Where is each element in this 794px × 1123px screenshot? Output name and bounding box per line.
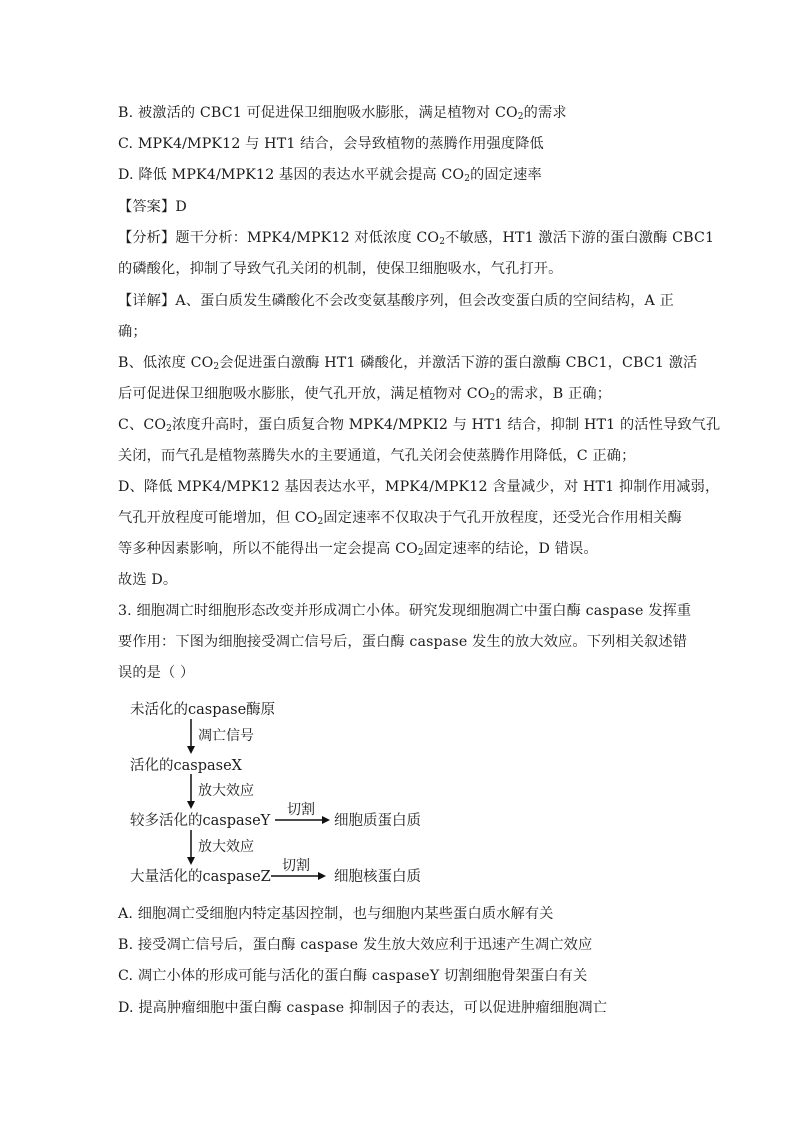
detail-c-line-1: C、$CO_2$浓度升高时，蛋白质复合物 MPK4/MPKI2 与 HT1 结合，抑制 HT1 的活性导致气孔 bbox=[118, 417, 721, 434]
prev-option-d: D. 降低 MPK4/MPK12 基因的表达水平就会提高 $CO_2$的固定速率 bbox=[118, 167, 542, 184]
detail-b-line-1: B、低浓度 $CO_2$会促进蛋白激酶 HT1 磷酸化，并激活下游的蛋白激酶 CBC1，CBC1 激活 bbox=[118, 355, 698, 372]
analysis-line-1: 【分析】题干分析：MPK4/MPK12 对低浓度 $CO_2$不敏感，HT1 激活下游的蛋白激酶 CBC1 bbox=[118, 230, 715, 247]
analysis-line-2: 的磷酸化，抑制了导致气孔关闭的机制，使保卫细胞吸水，气孔打开。 bbox=[118, 261, 563, 277]
label-cleave-1: 切割 bbox=[287, 802, 315, 818]
node-caspase-x: 活化的caspaseX bbox=[130, 758, 242, 774]
q3-option-a: A. 细胞凋亡受细胞内特定基因控制，也与细胞内某些蛋白质水解有关 bbox=[118, 906, 554, 922]
q3-option-b: B. 接受凋亡信号后，蛋白酶 caspase 发生放大效应利于迅速产生凋亡效应 bbox=[118, 937, 593, 953]
label-cleave-2: 切割 bbox=[282, 858, 310, 874]
label-amplification-2: 放大效应 bbox=[198, 839, 254, 855]
node-nuclear-protein: 细胞核蛋白质 bbox=[334, 869, 421, 885]
detail-c-line-2: 关闭，而气孔是植物蒸腾失水的主要通道，气孔关闭会使蒸腾作用降低，C 正确； bbox=[118, 448, 636, 464]
choose-answer: 故选 D。 bbox=[118, 572, 178, 588]
question-3-line-3: 误的是（ ） bbox=[118, 665, 195, 681]
node-caspase-z: 大量活化的caspaseZ bbox=[130, 869, 271, 885]
detail-d-line-1: D、降低 MPK4/MPK12 基因表达水平，MPK4/MPK12 含量减少，对 HT1 抑制作用减弱， bbox=[118, 479, 720, 495]
node-procaspase: 未活化的caspase酶原 bbox=[130, 702, 276, 718]
q3-option-d: D. 提高肿瘤细胞中蛋白酶 caspase 抑制因子的表达，可以促进肿瘤细胞凋亡 bbox=[118, 1000, 608, 1016]
node-cytoplasmic-protein: 细胞质蛋白质 bbox=[334, 813, 421, 829]
answer: 【答案】D bbox=[118, 199, 187, 215]
q3-option-c: C. 凋亡小体的形成可能与活化的蛋白酶 caspaseY 切割细胞骨架蛋白有关 bbox=[118, 968, 588, 984]
question-3-line-1: 3. 细胞凋亡时细胞形态改变并形成凋亡小体。研究发现细胞凋亡中蛋白酶 caspase 发挥重 bbox=[118, 603, 692, 619]
detail-b-line-2: 后可促进保卫细胞吸水膨胀，使气孔开放，满足植物对 $CO_2$的需求，B 正确； bbox=[118, 386, 612, 403]
label-apoptosis-signal: 凋亡信号 bbox=[198, 728, 254, 744]
detail-a-line-1: 【详解】A、蛋白质发生磷酸化不会改变氨基酸序列，但会改变蛋白质的空间结构，A 正 bbox=[118, 293, 674, 309]
detail-d-line-3: 等多种因素影响，所以不能得出一定会提高 $CO_2$固定速率的结论，D 错误。 bbox=[118, 541, 598, 558]
label-amplification-1: 放大效应 bbox=[198, 783, 254, 799]
detail-d-line-2: 气孔开放程度可能增加，但 $CO_2$固定速率不仅取决于气孔开放程度，还受光合作用相关酶 bbox=[118, 510, 682, 527]
question-3-line-2: 要作用：下图为细胞接受凋亡信号后，蛋白酶 caspase 发生的放大效应。下列相关叙述错 bbox=[118, 634, 688, 650]
node-caspase-y: 较多活化的caspaseY bbox=[130, 813, 271, 829]
detail-a-line-2: 确； bbox=[118, 324, 147, 340]
prev-option-b: B. 被激活的 CBC1 可促进保卫细胞吸水膨胀，满足植物对 $CO_2$的需求 bbox=[118, 105, 567, 122]
prev-option-c: C. MPK4/MPK12 与 HT1 结合，会导致植物的蒸腾作用强度降低 bbox=[118, 136, 544, 152]
